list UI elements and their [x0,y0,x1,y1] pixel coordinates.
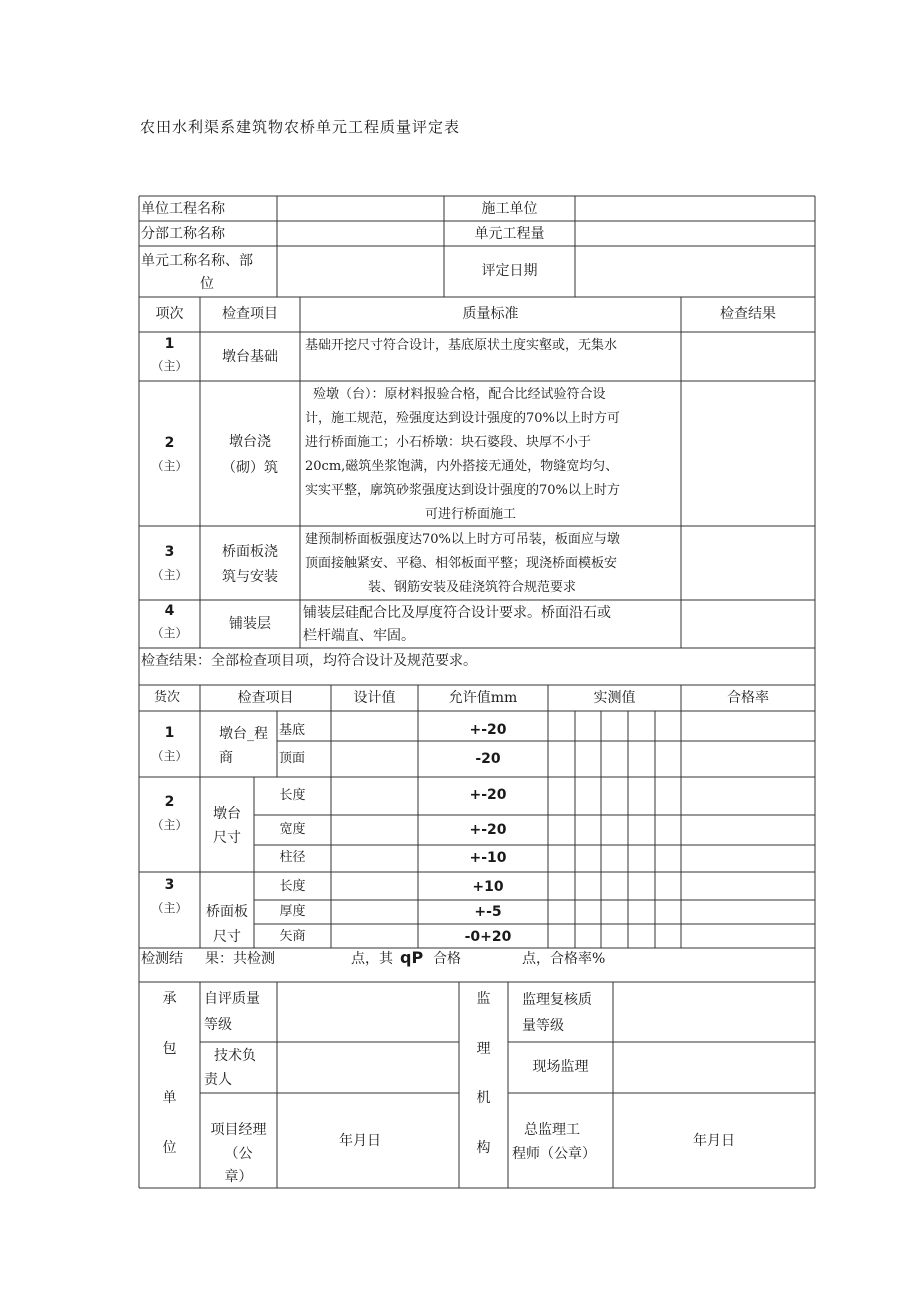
measurement-group-1-name-line1: 墩台_程 [219,726,268,742]
inspection-row-1-item: 墩台基础 [222,349,278,365]
measurement-group-3-tag: （主） [151,901,188,915]
measurement-group-3-name-line2: 尺寸 [213,929,241,945]
measurement-group-1-tag: （主） [151,749,188,763]
inspection-row-3-tag: （主） [151,568,188,582]
pm-label-line3: 章） [224,1169,253,1185]
chief-supervisor-label-line2: 程师（公章） [512,1146,596,1162]
inspection-row-1-tag: （主） [151,359,188,373]
design-value-header: 设计值 [353,690,396,706]
inspection-row-2-standard-line3: 进行桥面施工；小石桥墩：块石婆段、块厚不小于 [305,435,592,450]
inspection-row-2-item-line1: 墩台浇 [229,434,271,450]
measurement-group-3-sub-2-allow: +-5 [474,904,502,920]
inspection-row-4-number: 4 [164,603,175,619]
contractor-label-4: 位 [162,1140,177,1156]
measurement-group-2-number: 2 [164,794,175,810]
measurement-group-1-number: 1 [164,725,175,741]
inspection-row-2-standard-line5: 实实平整，廓筑砂浆强度达到设计强度的70%以上时方 [305,483,620,498]
measured-value-header: 实测值 [593,690,636,706]
supervisor-label-3: 机 [476,1090,491,1106]
measurement-result-pass: 合格 [433,951,461,967]
chief-supervisor-label-line1: 总监理工 [524,1122,580,1138]
inspection-row-2-standard-line6: 可进行桥面施工 [425,507,517,522]
pm-label-line1: 项目经理 [210,1122,267,1138]
inspection-row-2-tag: （主） [151,459,188,473]
inspection-row-3-standard-line1: 建预制桥面板强度达70%以上时方可吊装，板面应与墩 [305,532,620,547]
measurement-group-1-sub-2-label: 顶面 [279,751,306,766]
measurement-result-rate: 点，合格率% [522,951,606,967]
inspection-row-2-item-line2: （砌）筑 [222,460,278,476]
inspection-row-3-standard-line2: 顶面接触紧安、平稳、相邻板面平整；现浇桥面模板安 [305,556,618,571]
supervisor-label-2: 理 [476,1041,491,1057]
element-name-label-line2: 位 [200,276,214,292]
measurement-group-1-name-line2: 商 [219,750,233,766]
contractor-date: 年月日 [339,1133,381,1149]
measurement-group-3-sub-2-label: 厚度 [279,904,306,919]
inspection-row-3-item-line1: 桥面板浇 [222,544,278,560]
measurement-group-3-number: 3 [164,877,175,893]
inspection-item-header: 检查项目 [222,306,278,322]
inspection-row-4-item: 铺装层 [229,616,271,632]
measurement-group-2-sub-1-label: 长度 [279,788,306,803]
tech-lead-label-line2: 责人 [204,1072,232,1088]
measurement-group-3-sub-3-allow: -0+20 [464,929,512,945]
self-eval-label-line2: 等级 [204,1017,232,1033]
measurement-group-2-sub-2-allow: +-20 [469,822,507,838]
inspection-row-2-standard-line1: 殓墩（台）：原材料报验合格，配合比经试验符合设 [313,387,606,402]
supervisor-label-1: 监 [476,991,491,1007]
measurement-group-1-sub-1-allow: +-20 [469,722,507,738]
inspection-row-3-item-line2: 筑与安装 [222,569,278,585]
allowed-value-header: 允许值mm [448,690,518,706]
measurement-group-3-sub-1-label: 长度 [279,879,306,894]
inspection-row-3-standard-line3: 装、钢筋安装及硅浇筑符合规范要求 [368,580,577,595]
inspection-row-2-number: 2 [164,435,175,451]
inspection-row-4-tag: （主） [151,626,188,640]
inspection-row-3-number: 3 [164,544,175,560]
measurement-seq-header: 货次 [154,690,181,705]
sub-project-name-label: 分部工称名称 [141,226,225,242]
measurement-group-1-sub-2-allow: -20 [475,751,501,767]
element-name-label-line1: 单元工称名称、部 [141,253,253,269]
measurement-group-2-sub-3-label: 柱径 [279,850,306,865]
supervisor-review-label-line2: 量等级 [522,1018,564,1034]
unit-quantity-label: 单元工程量 [474,226,545,242]
inspection-result-header: 检查结果 [720,306,776,322]
inspection-row-4-standard-line2: 栏杆端直、牢固。 [303,628,415,644]
supervisor-label-4: 构 [476,1140,491,1156]
measurement-group-3-sub-3-label: 矢商 [279,929,306,944]
tech-lead-label-line1: 技术负 [214,1048,256,1064]
measurement-group-3-sub-1-allow: +10 [472,879,504,895]
measurement-group-2-name-line2: 尺寸 [213,830,241,846]
inspection-row-2-standard-line2: 计，施工规范，殓强度达到设计强度的70%以上时方可 [305,411,620,426]
site-supervisor-label: 现场监理 [532,1059,589,1075]
measurement-result-among: 点，其 [351,951,393,967]
document-title: 农田水利渠系建筑物农桥单元工程质量评定表 [140,118,461,136]
measurement-group-2-tag: （主） [151,818,188,832]
inspection-row-1-standard: 基础开挖尺寸符合设计，基底原状土度实壑或，无集水 [305,338,618,353]
supervisor-date: 年月日 [693,1133,735,1149]
supervisor-review-label-line1: 监理复核质 [522,992,592,1008]
measurement-item-header: 检查项目 [237,690,294,706]
inspection-seq-header: 项次 [155,306,184,322]
unit-project-name-label: 单位工程名称 [141,201,225,217]
measurement-result-total: 果：共检测 [205,951,275,967]
pm-label-line2: （公 [224,1146,253,1162]
inspection-summary: 检查结果：全部检查项目项，均符合设计及规范要求。 [141,653,477,669]
self-eval-label-line1: 自评质量 [204,991,260,1007]
inspection-row-4-standard-line1: 铺装层硅配合比及厚度符合设计要求。桥面沿石或 [303,605,611,621]
measurement-group-2-name-line1: 墩台 [213,806,241,822]
measurement-group-2-sub-3-allow: +-10 [469,850,507,866]
measurement-result-prefix: 检测结 [141,951,183,967]
measurement-group-2-sub-1-allow: +-20 [469,787,507,803]
inspection-row-1-number: 1 [164,336,175,352]
measurement-group-2-sub-2-label: 宽度 [279,822,306,837]
measurement-group-1-sub-1-label: 基底 [279,723,306,738]
eval-date-label: 评定日期 [481,263,538,279]
contractor-label-1: 承 [162,991,177,1007]
contractor-label-3: 单 [162,1090,177,1106]
inspection-row-2-standard-line4: 20cm,磁筑坐浆饱满，内外搭接无通处，物缝宽均匀、 [305,459,619,474]
measurement-result-mark: qP [400,948,424,967]
measurement-group-3-name-line1: 桥面板 [206,904,248,920]
construction-unit-label: 施工单位 [481,201,538,217]
quality-standard-header: 质量标准 [462,306,519,322]
contractor-label-2: 包 [162,1041,177,1057]
pass-rate-header: 合格率 [727,690,769,706]
